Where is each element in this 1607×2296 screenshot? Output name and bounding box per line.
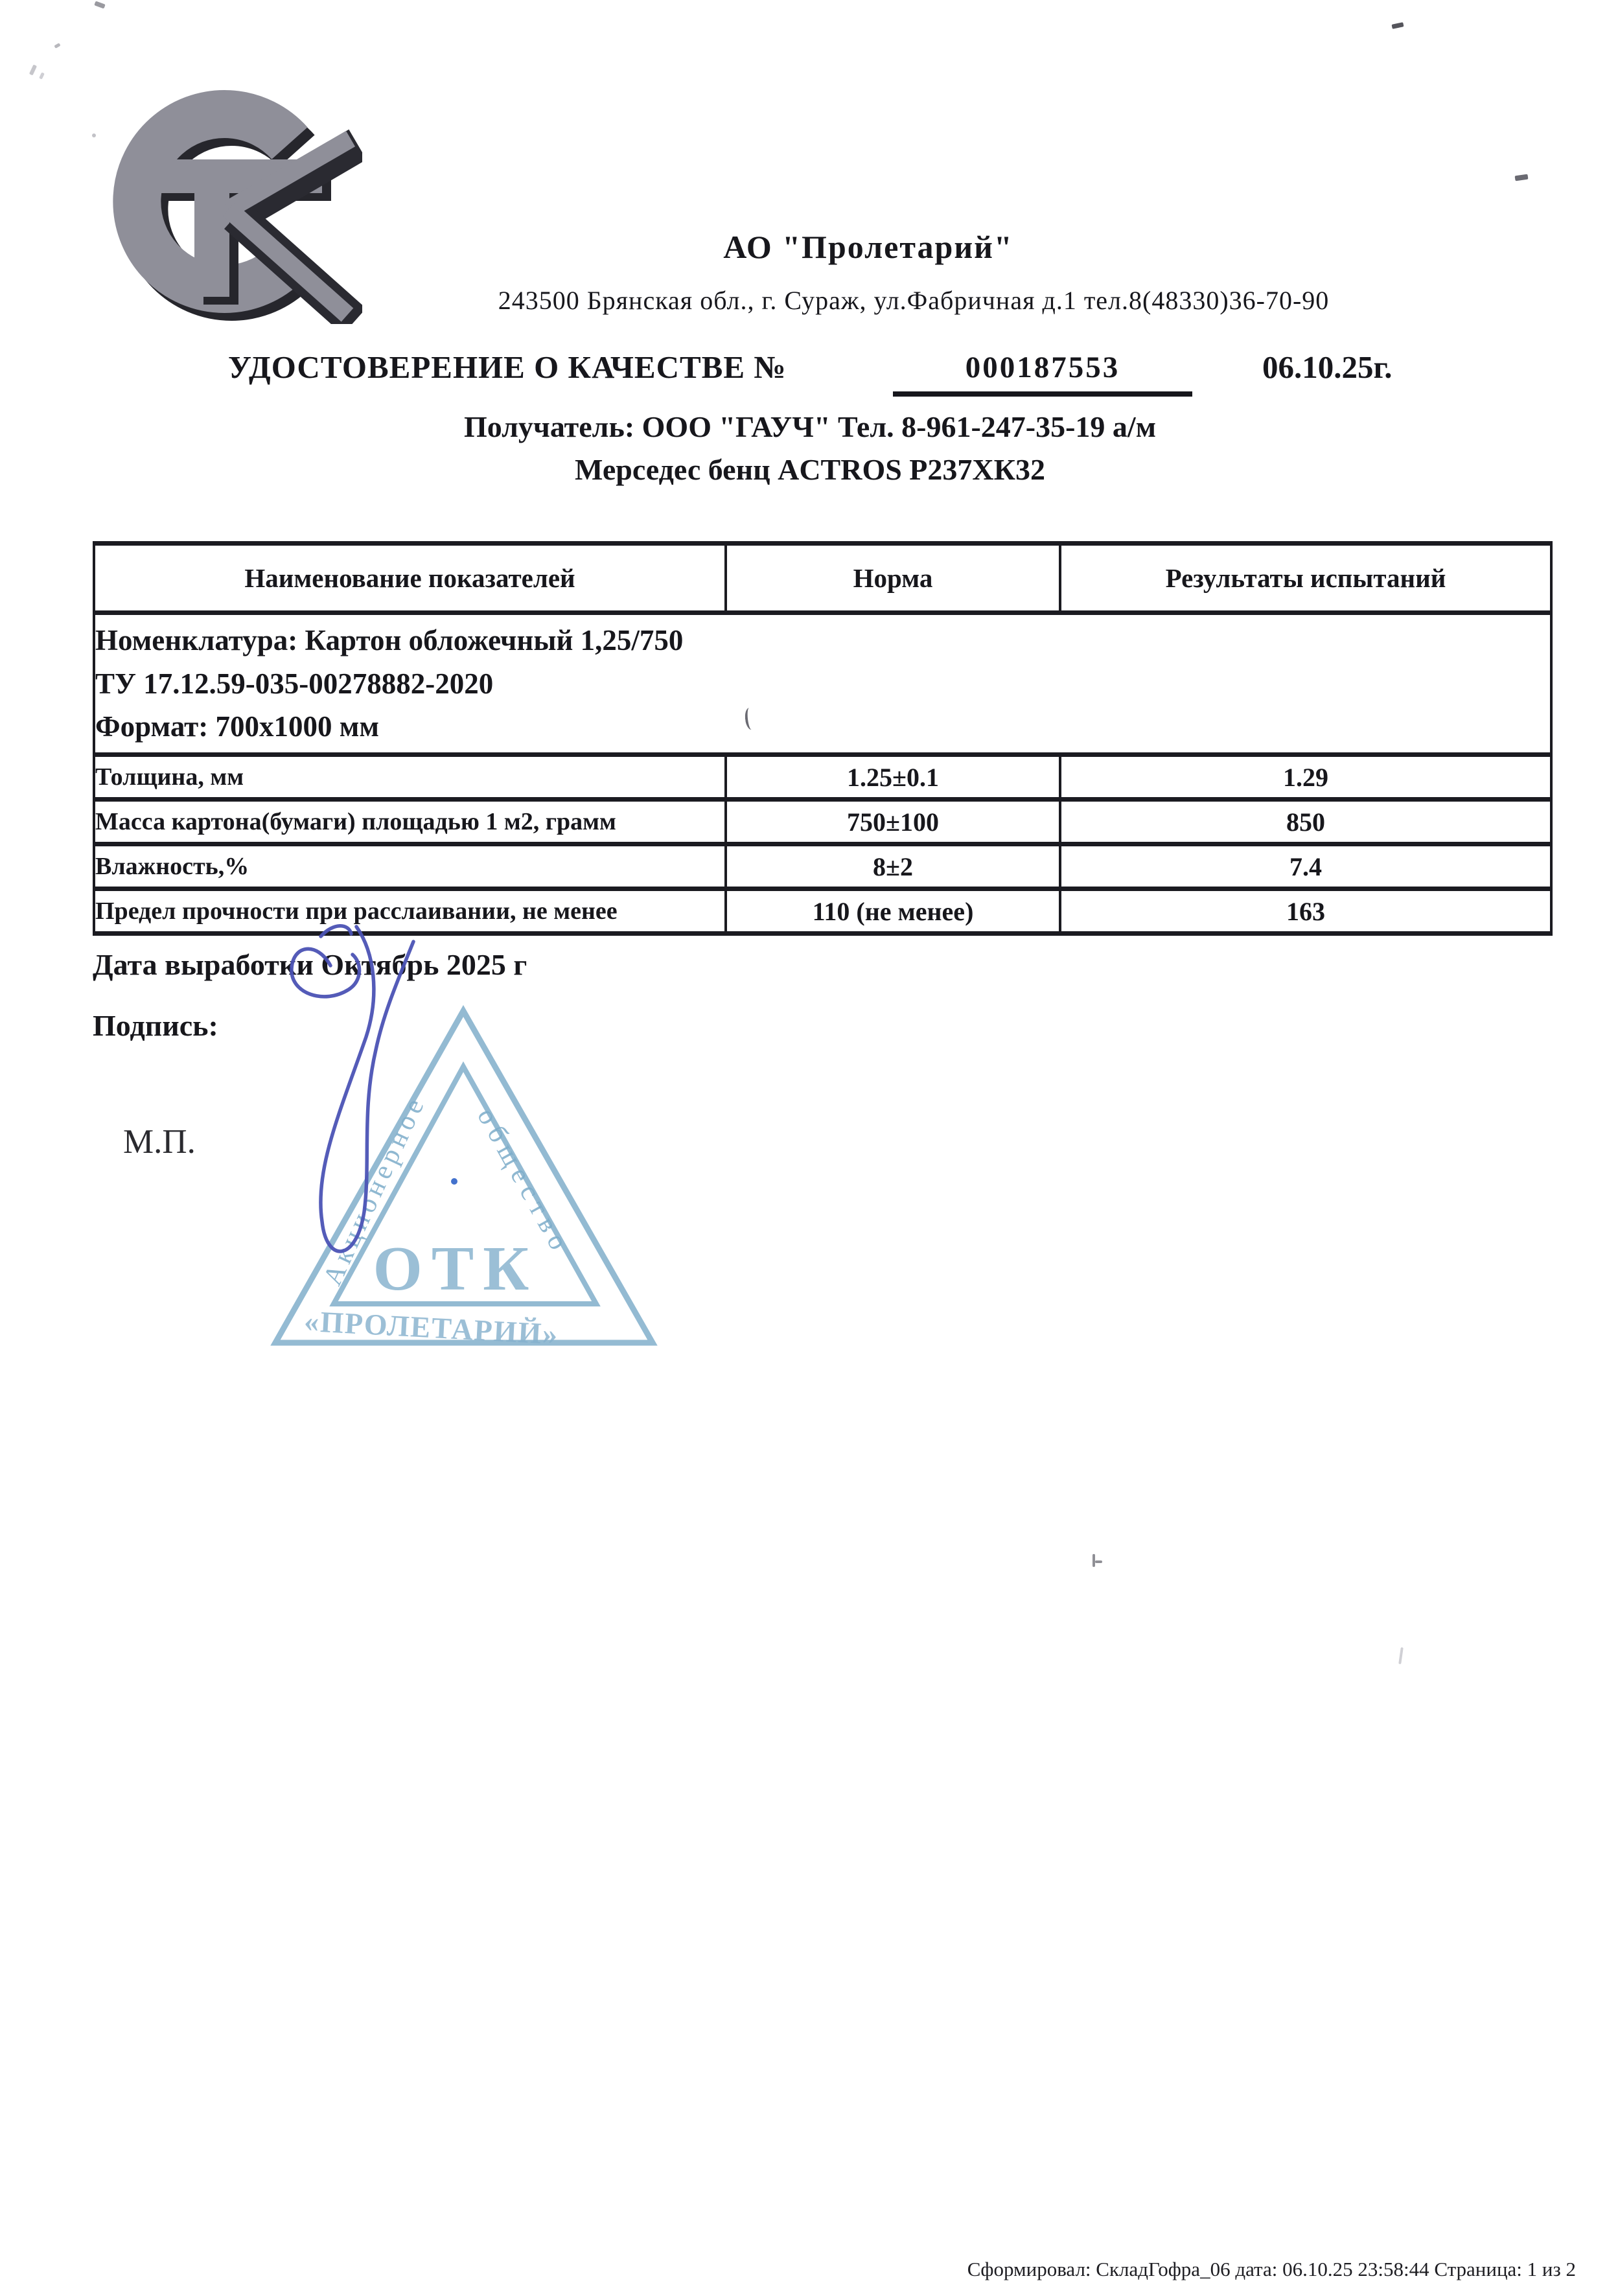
col-header-result: Результаты испытаний <box>1060 544 1551 613</box>
row-norm: 110 (не менее) <box>726 889 1060 934</box>
row-result: 850 <box>1060 800 1551 844</box>
stamp-bottom-text: «ПРОЛЕТАРИЙ» <box>303 1304 560 1351</box>
row-norm: 1.25±0.1 <box>726 755 1060 800</box>
stamp-side-left-text: Акционерное <box>318 1090 432 1290</box>
results-table <box>93 541 1550 936</box>
scan-speck <box>94 1 105 8</box>
scan-speck <box>1398 1647 1404 1664</box>
scan-speck <box>92 133 96 137</box>
stamp-side-right-text: общество <box>471 1103 577 1261</box>
row-result: 7.4 <box>1060 844 1551 889</box>
stamp-ink-dot <box>451 1178 457 1185</box>
stamp-center-text: ОТК <box>373 1234 538 1304</box>
table-header-row <box>94 544 1551 613</box>
handwritten-signature <box>259 917 441 1293</box>
generated-footer: Сформировал: СкладГофра_06 дата: 06.10.25 23:58:44 Страница: 1 из 2 <box>967 2258 1576 2280</box>
row-norm: 750±100 <box>726 800 1060 844</box>
table-row <box>94 755 1551 800</box>
scan-speck <box>1515 174 1529 181</box>
recipient-line: Получатель: ООО "ГАУЧ" Тел. 8-961-247-35-19 а/м <box>463 410 1157 443</box>
product-nomenclature: Номенклатура: Картон обложечный 1,25/750 <box>95 624 684 657</box>
row-name: Масса картона(бумаги) площадью 1 м2, грамм <box>94 800 726 844</box>
product-info-row <box>94 613 1551 755</box>
table-row <box>94 844 1551 889</box>
company-address: 243500 Брянская обл., г. Сураж, ул.Фабричная д.1 тел.8(48330)36-70-90 <box>498 286 1330 315</box>
table-row <box>94 800 1551 844</box>
row-result: 1.29 <box>1060 755 1551 800</box>
seal-place-label: М.П. <box>123 1123 196 1161</box>
scan-speck <box>1095 1560 1102 1563</box>
row-result: 163 <box>1060 889 1551 934</box>
scan-speck <box>29 64 37 75</box>
scan-speck <box>54 43 60 49</box>
product-format: Формат: 700х1000 мм <box>95 710 380 743</box>
row-name: Предел прочности при расслаивании, не менее <box>94 889 726 934</box>
company-name: АО "Пролетарий" <box>723 229 1013 265</box>
scan-speck <box>39 72 45 79</box>
signature-label: Подпись: <box>93 1009 218 1042</box>
col-header-norm: Норма <box>726 544 1060 613</box>
col-header-name: Наименование показателей <box>94 544 726 613</box>
production-date: Дата выработки Октябрь 2025 г <box>93 948 527 981</box>
vehicle-line: Мерседес бенц ACTROS Р237ХК32 <box>575 453 1045 486</box>
scan-speck <box>1391 22 1404 29</box>
row-name: Толщина, мм <box>94 755 726 800</box>
certificate-title: УДОСТОВЕРЕНИЕ О КАЧЕСТВЕ № <box>228 349 787 385</box>
certificate-date: 06.10.25г. <box>1262 349 1393 385</box>
row-norm: 8±2 <box>726 844 1060 889</box>
certificate-number: 000187553 <box>893 350 1192 397</box>
row-name: Влажность,% <box>94 844 726 889</box>
product-tu: ТУ 17.12.59-035-00278882-2020 <box>95 667 494 700</box>
